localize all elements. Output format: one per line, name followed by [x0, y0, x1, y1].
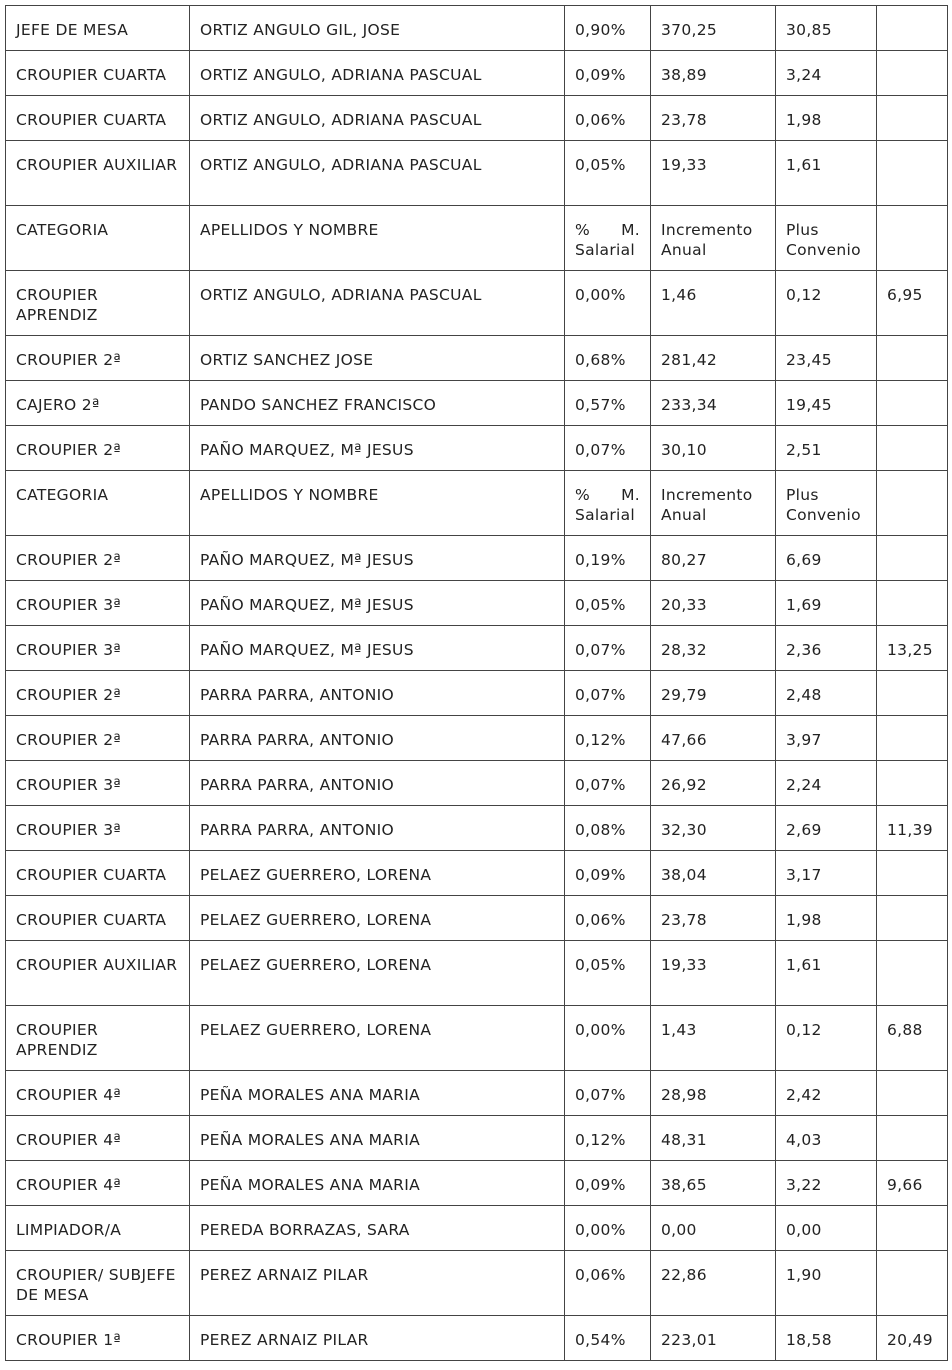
plus-convenio-cell: 0,12: [776, 1006, 877, 1071]
table-row: [6, 626, 948, 671]
plus-convenio-cell: 3,24: [776, 51, 877, 96]
category-cell: CROUPIER 2ª: [6, 671, 190, 716]
table-row: [6, 896, 948, 941]
plus-convenio-cell: 1,98: [776, 96, 877, 141]
name-cell: ORTIZ ANGULO GIL, JOSE: [190, 6, 565, 51]
salary-percent-cell: 0,90%: [565, 6, 651, 51]
annual-increase-cell: 28,32: [651, 626, 776, 671]
table-row: [6, 6, 948, 51]
name-cell: APELLIDOS Y NOMBRE: [190, 471, 565, 536]
category-cell: CROUPIER 2ª: [6, 716, 190, 761]
salary-percent-cell: 0,05%: [565, 581, 651, 626]
annual-increase-cell: 23,78: [651, 96, 776, 141]
plus-convenio-cell: 2,48: [776, 671, 877, 716]
annual-increase-cell: 38,89: [651, 51, 776, 96]
salary-percent-cell: 0,05%: [565, 141, 651, 206]
salary-percent-cell: % M. Salarial: [565, 206, 651, 271]
category-cell: CROUPIER 1ª: [6, 1316, 190, 1361]
category-cell: CROUPIER 3ª: [6, 806, 190, 851]
annual-increase-cell: 32,30: [651, 806, 776, 851]
extra-amount-cell: [877, 941, 948, 1006]
salary-percent-cell: 0,19%: [565, 536, 651, 581]
salary-percent-cell: 0,00%: [565, 1206, 651, 1251]
plus-convenio-cell: Plus Convenio: [776, 206, 877, 271]
plus-convenio-cell: 0,00: [776, 1206, 877, 1251]
table-row: [6, 761, 948, 806]
category-cell: CROUPIER 2ª: [6, 426, 190, 471]
plus-convenio-cell: 2,36: [776, 626, 877, 671]
table-row: [6, 96, 948, 141]
name-cell: PEREZ ARNAIZ PILAR: [190, 1316, 565, 1361]
annual-increase-cell: 20,33: [651, 581, 776, 626]
annual-increase-cell: 30,10: [651, 426, 776, 471]
annual-increase-cell: 48,31: [651, 1116, 776, 1161]
name-cell: PARRA PARRA, ANTONIO: [190, 761, 565, 806]
salary-percent-cell: 0,54%: [565, 1316, 651, 1361]
salary-percent-cell: 0,07%: [565, 626, 651, 671]
plus-convenio-cell: 3,22: [776, 1161, 877, 1206]
table-row: [6, 1116, 948, 1161]
table-row: [6, 141, 948, 206]
annual-increase-cell: 19,33: [651, 141, 776, 206]
extra-amount-cell: [877, 336, 948, 381]
plus-convenio-cell: 4,03: [776, 1116, 877, 1161]
salary-percent-cell: 0,09%: [565, 851, 651, 896]
extra-amount-cell: [877, 761, 948, 806]
annual-increase-cell: 19,33: [651, 941, 776, 1006]
annual-increase-cell: 233,34: [651, 381, 776, 426]
extra-amount-cell: [877, 51, 948, 96]
annual-increase-cell: 47,66: [651, 716, 776, 761]
category-cell: JEFE DE MESA: [6, 6, 190, 51]
table-row: [6, 1006, 948, 1071]
annual-increase-cell: 38,65: [651, 1161, 776, 1206]
plus-convenio-cell: 0,12: [776, 271, 877, 336]
salary-percent-cell: 0,06%: [565, 96, 651, 141]
name-cell: PAÑO MARQUEZ, Mª JESUS: [190, 626, 565, 671]
name-cell: PARRA PARRA, ANTONIO: [190, 716, 565, 761]
extra-amount-cell: [877, 896, 948, 941]
table-row: [6, 851, 948, 896]
table-row: [6, 426, 948, 471]
table-row: [6, 1251, 948, 1316]
table-header-row: [6, 471, 948, 536]
category-cell: CROUPIER AUXILIAR: [6, 941, 190, 1006]
annual-increase-cell: 29,79: [651, 671, 776, 716]
annual-increase-cell: 26,92: [651, 761, 776, 806]
extra-amount-cell: [877, 716, 948, 761]
name-cell: PANDO SANCHEZ FRANCISCO: [190, 381, 565, 426]
salary-percent-cell: 0,07%: [565, 761, 651, 806]
extra-amount-cell: [877, 381, 948, 426]
extra-amount-cell: 13,25: [877, 626, 948, 671]
salary-percent-cell: 0,07%: [565, 426, 651, 471]
extra-amount-cell: [877, 1251, 948, 1316]
name-cell: PAÑO MARQUEZ, Mª JESUS: [190, 536, 565, 581]
table-row: [6, 941, 948, 1006]
extra-amount-cell: 9,66: [877, 1161, 948, 1206]
salary-percent-cell: 0,06%: [565, 1251, 651, 1316]
name-cell: PELAEZ GUERRERO, LORENA: [190, 941, 565, 1006]
category-cell: CATEGORIA: [6, 206, 190, 271]
name-cell: PEREDA BORRAZAS, SARA: [190, 1206, 565, 1251]
name-cell: PAÑO MARQUEZ, Mª JESUS: [190, 426, 565, 471]
plus-convenio-cell: 1,98: [776, 896, 877, 941]
salary-percent-cell: 0,08%: [565, 806, 651, 851]
annual-increase-cell: 28,98: [651, 1071, 776, 1116]
category-cell: CROUPIER CUARTA: [6, 96, 190, 141]
extra-amount-cell: [877, 426, 948, 471]
plus-convenio-cell: 1,61: [776, 141, 877, 206]
plus-convenio-cell: 1,69: [776, 581, 877, 626]
plus-convenio-cell: 3,17: [776, 851, 877, 896]
plus-convenio-cell: 1,61: [776, 941, 877, 1006]
extra-amount-cell: [877, 1071, 948, 1116]
table-header-row: [6, 206, 948, 271]
annual-increase-cell: 370,25: [651, 6, 776, 51]
table-row: [6, 1161, 948, 1206]
name-cell: ORTIZ ANGULO, ADRIANA PASCUAL: [190, 141, 565, 206]
extra-amount-cell: 6,88: [877, 1006, 948, 1071]
extra-amount-cell: 11,39: [877, 806, 948, 851]
plus-convenio-cell: 2,69: [776, 806, 877, 851]
name-cell: PEREZ ARNAIZ PILAR: [190, 1251, 565, 1316]
extra-amount-cell: [877, 96, 948, 141]
table-row: [6, 336, 948, 381]
annual-increase-cell: Incremento Anual: [651, 206, 776, 271]
plus-convenio-cell: 6,69: [776, 536, 877, 581]
table-row: [6, 51, 948, 96]
extra-amount-cell: [877, 471, 948, 536]
name-cell: ORTIZ ANGULO, ADRIANA PASCUAL: [190, 51, 565, 96]
plus-convenio-cell: 30,85: [776, 6, 877, 51]
annual-increase-cell: 1,46: [651, 271, 776, 336]
extra-amount-cell: [877, 581, 948, 626]
extra-amount-cell: 6,95: [877, 271, 948, 336]
plus-convenio-cell: 2,24: [776, 761, 877, 806]
salary-percent-cell: 0,12%: [565, 1116, 651, 1161]
table-row: [6, 806, 948, 851]
table-row: [6, 1316, 948, 1361]
extra-amount-cell: [877, 6, 948, 51]
name-cell: PARRA PARRA, ANTONIO: [190, 671, 565, 716]
extra-amount-cell: [877, 141, 948, 206]
category-cell: CROUPIER 4ª: [6, 1116, 190, 1161]
name-cell: ORTIZ ANGULO, ADRIANA PASCUAL: [190, 271, 565, 336]
plus-convenio-cell: 19,45: [776, 381, 877, 426]
name-cell: APELLIDOS Y NOMBRE: [190, 206, 565, 271]
name-cell: PELAEZ GUERRERO, LORENA: [190, 896, 565, 941]
category-cell: CROUPIER 3ª: [6, 626, 190, 671]
table-row: [6, 536, 948, 581]
name-cell: PEÑA MORALES ANA MARIA: [190, 1116, 565, 1161]
extra-amount-cell: [877, 1206, 948, 1251]
name-cell: PEÑA MORALES ANA MARIA: [190, 1161, 565, 1206]
category-cell: CAJERO 2ª: [6, 381, 190, 426]
salary-percent-cell: 0,57%: [565, 381, 651, 426]
category-cell: CROUPIER CUARTA: [6, 851, 190, 896]
extra-amount-cell: [877, 536, 948, 581]
table-row: [6, 1206, 948, 1251]
salary-percent-cell: 0,07%: [565, 671, 651, 716]
category-cell: CROUPIER APRENDIZ: [6, 271, 190, 336]
table-row: [6, 271, 948, 336]
salary-percent-cell: % M. Salarial: [565, 471, 651, 536]
table-body: [6, 6, 948, 1361]
salary-percent-cell: 0,09%: [565, 1161, 651, 1206]
annual-increase-cell: Incremento Anual: [651, 471, 776, 536]
annual-increase-cell: 22,86: [651, 1251, 776, 1316]
name-cell: PAÑO MARQUEZ, Mª JESUS: [190, 581, 565, 626]
name-cell: PARRA PARRA, ANTONIO: [190, 806, 565, 851]
category-cell: LIMPIADOR/A: [6, 1206, 190, 1251]
category-cell: CROUPIER CUARTA: [6, 51, 190, 96]
name-cell: ORTIZ SANCHEZ JOSE: [190, 336, 565, 381]
category-cell: CROUPIER 2ª: [6, 536, 190, 581]
category-cell: CROUPIER/ SUBJEFE DE MESA: [6, 1251, 190, 1316]
plus-convenio-cell: 23,45: [776, 336, 877, 381]
category-cell: CROUPIER 3ª: [6, 581, 190, 626]
table-row: [6, 1071, 948, 1116]
salary-percent-cell: 0,68%: [565, 336, 651, 381]
extra-amount-cell: 20,49: [877, 1316, 948, 1361]
annual-increase-cell: 80,27: [651, 536, 776, 581]
annual-increase-cell: 38,04: [651, 851, 776, 896]
salary-percent-cell: 0,06%: [565, 896, 651, 941]
salary-percent-cell: 0,00%: [565, 271, 651, 336]
table-row: [6, 671, 948, 716]
annual-increase-cell: 223,01: [651, 1316, 776, 1361]
salary-percent-cell: 0,00%: [565, 1006, 651, 1071]
name-cell: PELAEZ GUERRERO, LORENA: [190, 1006, 565, 1071]
table-row: [6, 716, 948, 761]
annual-increase-cell: 1,43: [651, 1006, 776, 1071]
extra-amount-cell: [877, 206, 948, 271]
plus-convenio-cell: 1,90: [776, 1251, 877, 1316]
category-cell: CROUPIER APRENDIZ: [6, 1006, 190, 1071]
salary-percent-cell: 0,05%: [565, 941, 651, 1006]
category-cell: CROUPIER 4ª: [6, 1161, 190, 1206]
category-cell: CROUPIER AUXILIAR: [6, 141, 190, 206]
salary-percent-cell: 0,09%: [565, 51, 651, 96]
name-cell: PEÑA MORALES ANA MARIA: [190, 1071, 565, 1116]
table-row: [6, 581, 948, 626]
extra-amount-cell: [877, 1116, 948, 1161]
annual-increase-cell: 0,00: [651, 1206, 776, 1251]
salary-percent-cell: 0,12%: [565, 716, 651, 761]
category-cell: CROUPIER 3ª: [6, 761, 190, 806]
plus-convenio-cell: 3,97: [776, 716, 877, 761]
category-cell: CROUPIER 4ª: [6, 1071, 190, 1116]
name-cell: PELAEZ GUERRERO, LORENA: [190, 851, 565, 896]
salary-percent-cell: 0,07%: [565, 1071, 651, 1116]
annual-increase-cell: 281,42: [651, 336, 776, 381]
extra-amount-cell: [877, 851, 948, 896]
extra-amount-cell: [877, 671, 948, 716]
plus-convenio-cell: 2,51: [776, 426, 877, 471]
name-cell: ORTIZ ANGULO, ADRIANA PASCUAL: [190, 96, 565, 141]
annual-increase-cell: 23,78: [651, 896, 776, 941]
table-row: [6, 381, 948, 426]
plus-convenio-cell: 18,58: [776, 1316, 877, 1361]
plus-convenio-cell: 2,42: [776, 1071, 877, 1116]
payroll-table: [5, 5, 948, 1361]
category-cell: CATEGORIA: [6, 471, 190, 536]
category-cell: CROUPIER CUARTA: [6, 896, 190, 941]
category-cell: CROUPIER 2ª: [6, 336, 190, 381]
plus-convenio-cell: Plus Convenio: [776, 471, 877, 536]
